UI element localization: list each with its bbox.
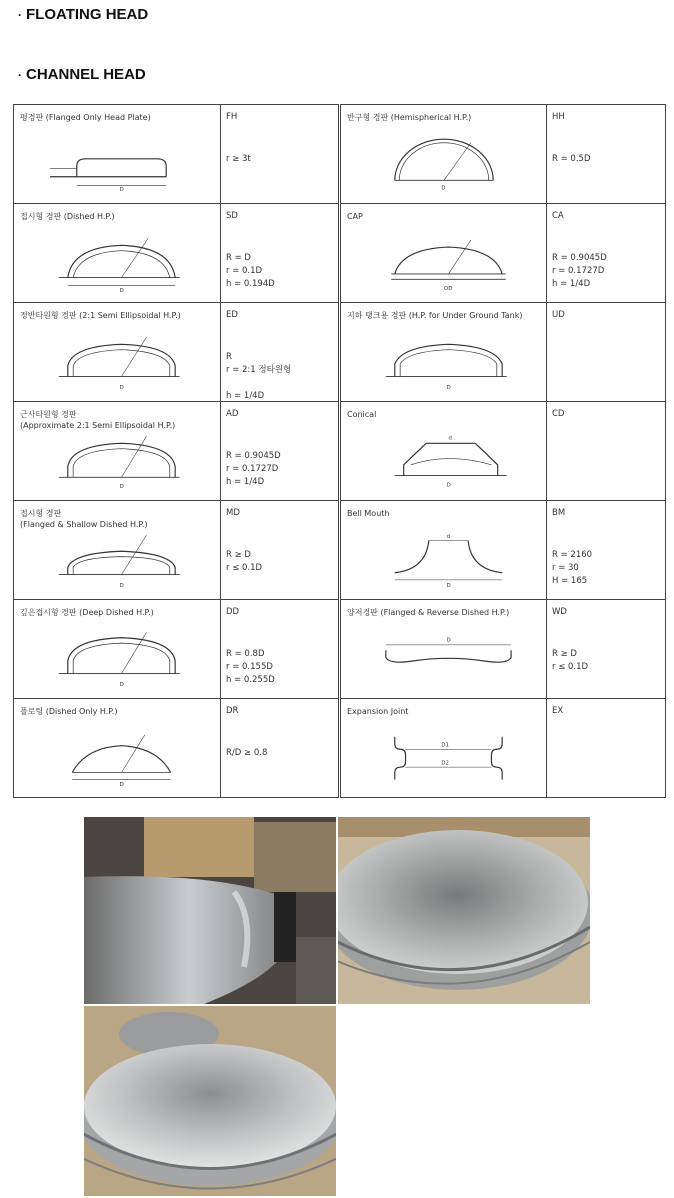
svg-text:D2: D2 [441,760,449,767]
head-spec-cell [547,699,666,798]
table-row [14,600,666,699]
head-type-code: BM [552,508,566,518]
head-formula: R = 0.5D [552,154,591,164]
head-type-name: 지하 탱크용 경판 (H.P. for Under Ground Tank) [347,311,523,320]
table-row [14,699,666,798]
head-type-code: WD [552,607,567,617]
head-type-name: 플로팅 (Dished Only H.P.) [20,707,118,716]
cap-diagram [359,234,529,296]
head-type-name: 정반타원형 경판 (2:1 Semi Ellipsoidal H.P.) [20,311,181,320]
hemispherical-diagram [359,135,529,197]
svg-text:D: D [119,287,124,294]
svg-text:D: D [119,484,124,491]
head-type-code: CD [552,409,565,419]
bullet: · [18,68,22,82]
head-type-code: EX [552,706,564,716]
head-formula: R = 0.8D r = 0.155D h = 0.255D [226,649,275,685]
head-type-code: DD [226,607,240,617]
head-type-cell [341,699,547,798]
shallow-dished-diagram [32,531,202,593]
floating-head-title: FLOATING HEAD [26,6,149,23]
svg-text:OD: OD [444,286,453,293]
channel-head-title: CHANNEL HEAD [26,66,146,83]
head-type-code: SD [226,211,238,221]
bell-mouth-diagram [359,531,529,593]
head-types-table [13,104,666,798]
head-formula: R = 0.9045D r = 0.1727D h = 1/4D [226,451,281,487]
svg-text:D: D [119,682,124,689]
head-spec-cell [221,600,339,699]
head-type-name: 접시형 경판 (Flanged & Shallow Dished H.P.) [20,509,148,529]
svg-text:D: D [441,185,446,192]
reverse-dished-diagram [359,630,529,692]
head-formula: R = 0.9045D r = 0.1727D h = 1/4D [552,253,607,289]
head-type-cell [14,699,221,798]
dished-diagram [32,234,202,296]
head-spec-cell [547,501,666,600]
head-type-name: Expansion Joint [347,707,409,716]
head-spec-cell [547,204,666,303]
head-spec-cell [547,303,666,402]
head-formula: R ≥ D r ≤ 0.1D [226,550,263,573]
head-type-code: AD [226,409,239,419]
svg-text:D: D [119,385,124,392]
head-spec-cell [221,105,339,204]
head-spec-cell [547,105,666,204]
head-spec-cell [221,204,339,303]
head-type-code: MD [226,508,240,518]
head-spec-cell [221,501,339,600]
worker-large-head-photo [84,817,336,1004]
svg-text:d: d [448,435,452,442]
flanged-flat-diagram [32,135,202,197]
conical-diagram [359,432,529,494]
head-type-cell [14,600,221,699]
svg-text:D: D [446,385,451,392]
stacked-dished-heads-photo [338,817,590,1004]
head-type-name: 근사타원형 경판 (Approximate 2:1 Semi Ellipsoidal H.P.) [20,410,176,430]
head-type-name: 깊은접시형 경판 (Deep Dished H.P.) [20,608,154,617]
table-row [14,303,666,402]
head-type-cell [341,501,547,600]
table-row [14,105,666,204]
head-type-cell [341,303,547,402]
deep-dished-diagram [32,630,202,692]
head-type-code: DR [226,706,239,716]
d-label: D [119,187,124,194]
table-row [14,204,666,303]
head-type-name: Bell Mouth [347,509,390,518]
head-type-cell [14,105,221,204]
head-formula: R = 2160 r = 30 H = 165 [552,550,593,586]
svg-text:D: D [446,482,451,489]
head-type-code: UD [552,310,565,320]
head-type-name: Conical [347,410,377,419]
head-formula: R ≥ D r ≤ 0.1D [552,649,589,672]
svg-text:D: D [119,781,124,788]
head-formula: R = D r = 0.1D h = 0.194D [226,253,275,289]
nested-heads-photo [84,1006,336,1196]
head-spec-cell [221,303,339,402]
head-type-code: HH [552,112,565,122]
head-type-cell [14,303,221,402]
channel-head-heading [18,66,146,83]
approx-ellipsoidal-diagram [32,432,202,494]
head-type-name: 반구형 경판 (Hemispherical H.P.) [347,113,472,122]
head-spec-cell [221,402,339,501]
svg-text:D: D [119,583,124,590]
underground-tank-diagram [359,333,529,395]
head-type-cell [14,204,221,303]
head-spec-cell [547,402,666,501]
head-type-name: 접시형 경판 (Dished H.P.) [20,212,115,221]
svg-text:D: D [446,637,451,644]
table-row [14,501,666,600]
head-formula: R r = 2:1 정타원형 h = 1/4D [226,352,292,401]
head-type-name: 평경판 (Flanged Only Head Plate) [20,113,151,122]
table-row [14,402,666,501]
bullet: · [18,8,22,22]
head-spec-cell [221,699,339,798]
head-type-cell [14,501,221,600]
head-type-cell [341,105,547,204]
head-spec-cell [547,600,666,699]
head-type-name: 양저경판 (Flanged & Reverse Dished H.P.) [347,608,510,617]
head-formula: r ≥ 3t [226,154,251,164]
ellipsoidal-diagram [32,333,202,395]
head-type-cell [341,402,547,501]
head-type-code: CA [552,211,564,221]
head-type-code: FH [226,112,238,122]
expansion-joint-diagram [359,729,529,791]
head-type-cell [341,600,547,699]
head-type-name: CAP [347,212,363,221]
head-type-code: ED [226,310,238,320]
dished-only-diagram [32,729,202,791]
floating-head-heading [18,6,148,23]
svg-text:D1: D1 [441,742,449,749]
head-type-cell [341,204,547,303]
head-type-cell [14,402,221,501]
head-formula: R/D ≥ 0.8 [226,748,268,758]
svg-text:d: d [446,533,451,540]
svg-text:D: D [446,583,451,590]
